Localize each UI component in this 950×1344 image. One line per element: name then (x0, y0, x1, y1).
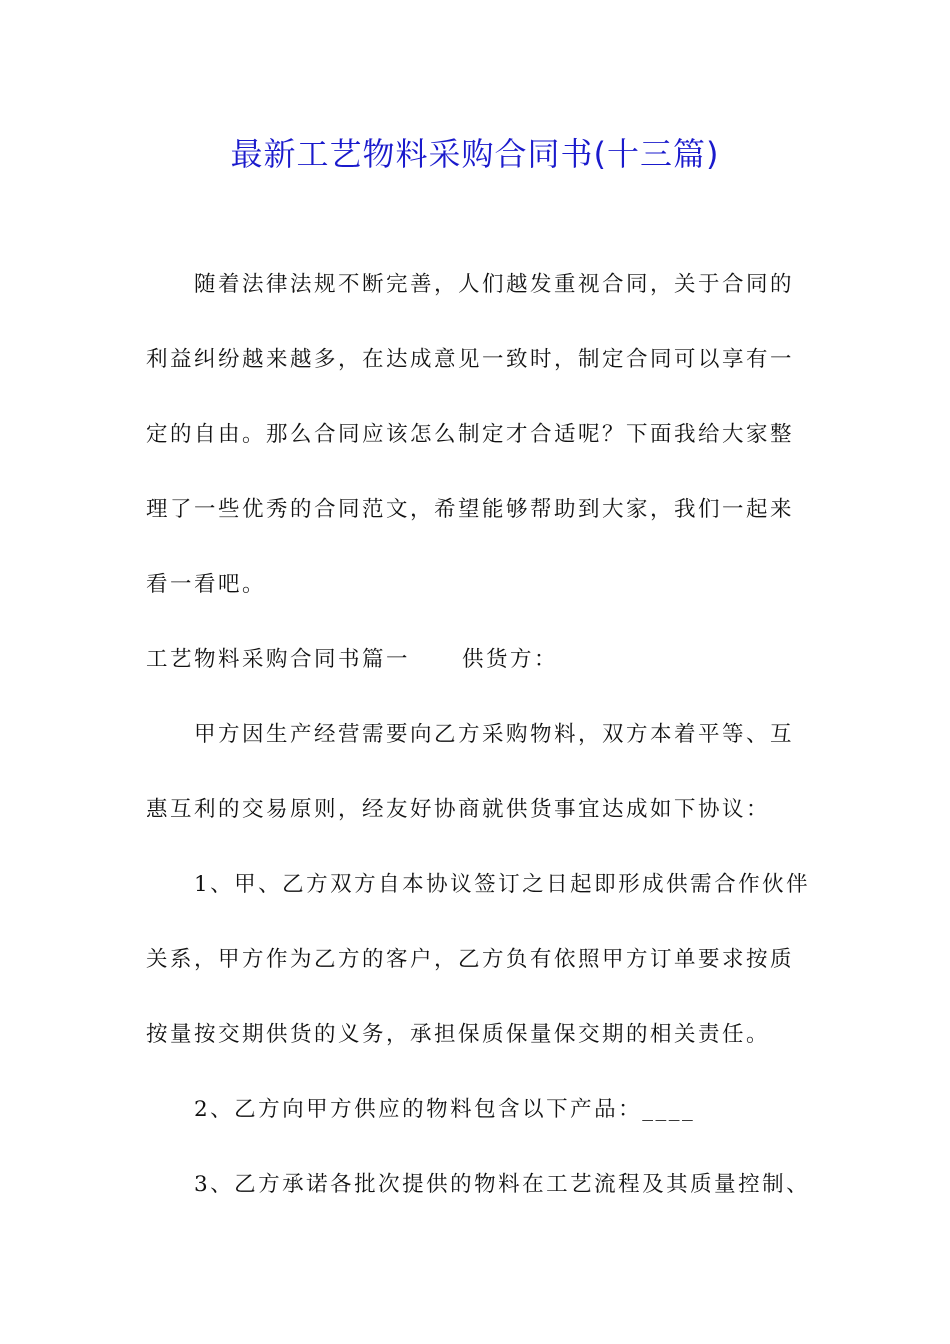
clause-1-line-2: 关系，甲方作为乙方的客户，乙方负有依照甲方订单要求按质 (146, 947, 795, 972)
body-line-1: 甲方因生产经营需要向乙方采购物料，双方本着平等、互 (194, 722, 795, 747)
document-title: 最新工艺物料采购合同书(十三篇) (230, 135, 720, 173)
intro-line-4: 理了一些优秀的合同范文，希望能够帮助到大家，我们一起来 (146, 497, 795, 522)
body-line-2: 惠互利的交易原则，经友好协商就供货事宜达成如下协议： (146, 797, 771, 822)
clause-2-text: 2、乙方向甲方供应的物料包含以下产品： (194, 1097, 643, 1122)
clause-2-blank: ____ (642, 1097, 696, 1122)
intro-line-5: 看一看吧。 (146, 572, 267, 597)
supplier-label: 供货方： (462, 647, 559, 672)
intro-line-1: 随着法律法规不断完善，人们越发重视合同，关于合同的 (194, 272, 795, 297)
intro-line-2: 利益纠纷越来越多，在达成意见一致时，制定合同可以享有一 (146, 347, 795, 372)
section-heading-row (146, 640, 810, 680)
intro-line-3: 定的自由。那么合同应该怎么制定才合适呢？下面我给大家整 (146, 422, 795, 447)
clause-1-line-1: 1、甲、乙方双方自本协议签订之日起即形成供需合作伙伴 (194, 872, 811, 897)
section-heading: 工艺物料采购合同书篇一 (146, 647, 411, 672)
clause-1-line-3: 按量按交期供货的义务，承担保质保量保交期的相关责任。 (146, 1022, 771, 1047)
clause-2-row (194, 1090, 814, 1130)
clause-3-line-1: 3、乙方承诺各批次提供的物料在工艺流程及其质量控制、 (194, 1172, 811, 1197)
